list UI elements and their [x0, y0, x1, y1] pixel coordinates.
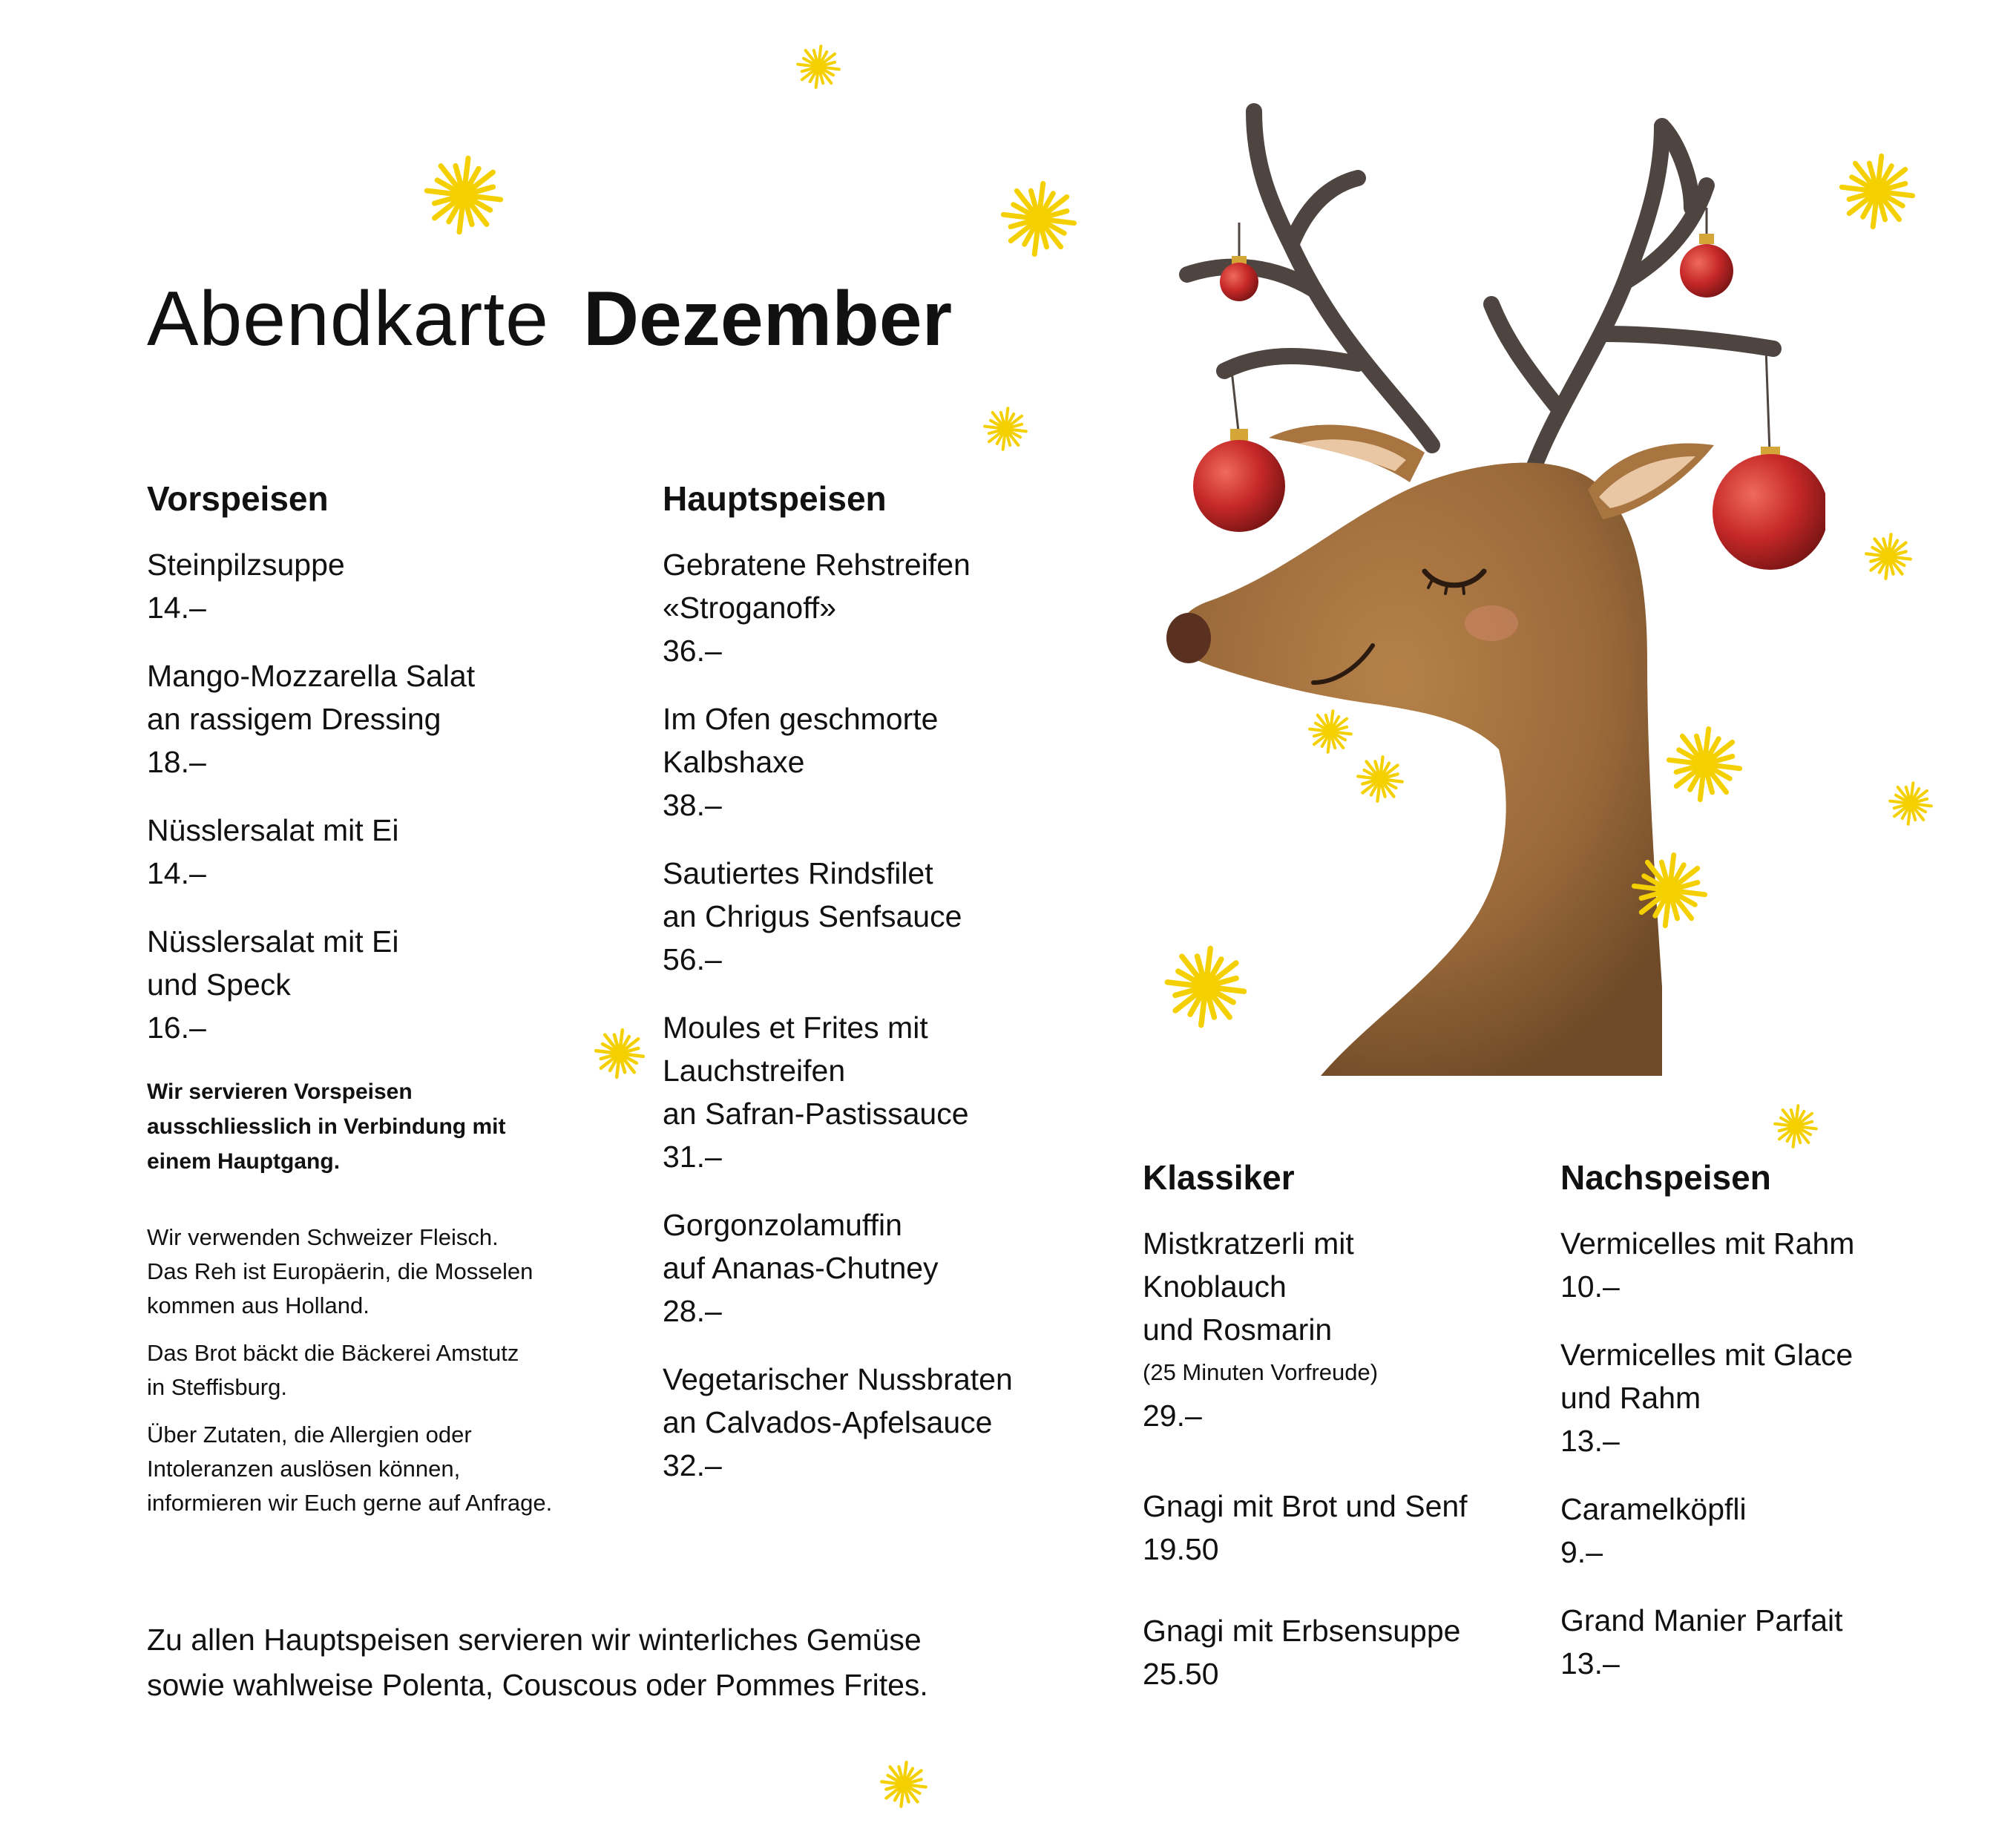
menu-item-price: 14.–: [147, 591, 206, 625]
page-title: [147, 276, 953, 362]
menu-item: [663, 1358, 1078, 1487]
star-icon: [1771, 1102, 1820, 1151]
menu-item-price: 32.–: [663, 1448, 722, 1483]
menu-item: [663, 1203, 1078, 1333]
section-heading: Nachspeisen: [1560, 1158, 1771, 1197]
star-icon: [1163, 944, 1248, 1029]
menu-item-name: Caramelköpfli: [1560, 1492, 1747, 1527]
menu-item: [1143, 1485, 1543, 1571]
menu-item-price: 16.–: [147, 1011, 206, 1045]
vorspeisen-note: Wir servieren Vorspeisen ausschliesslich in Verbindung mit einem Hauptgang.: [147, 1080, 506, 1174]
antler-right: [1491, 126, 1773, 482]
menu-item-price: 18.–: [147, 745, 206, 780]
info-paragraph: Das Brot bäckt die Bäckerei Amstutz in Steffisburg.: [147, 1340, 519, 1401]
star-icon: [981, 404, 1030, 453]
menu-item: [147, 920, 637, 1049]
footer-note: Zu allen Hauptspeisen servieren wir winterliches Gemüse sowie wahlweise Polenta, Couscous oder Pommes Frites.: [147, 1623, 928, 1702]
menu-item-name: Gebratene Rehstreifen «Stroganoff»: [663, 548, 971, 625]
menu-item-price: 14.–: [147, 856, 206, 891]
title-bold: Dezember: [582, 276, 953, 362]
star-icon: [1886, 779, 1935, 828]
menu-item-name: Im Ofen geschmorte Kalbshaxe: [663, 702, 939, 780]
menu-item-name: Nüsslersalat mit Ei: [147, 813, 399, 848]
star-icon: [423, 154, 505, 236]
info-paragraph: Über Zutaten, die Allergien oder Intoleranzen auslösen können, informieren wir Euch gerne auf Anfrage.: [147, 1422, 553, 1517]
star-icon: [1665, 725, 1744, 804]
menu-item: [663, 697, 1078, 827]
menu-item: [1143, 1222, 1543, 1437]
star-icon: [878, 1758, 930, 1810]
menu-item-name: Vermicelles mit Rahm: [1560, 1226, 1855, 1261]
star-icon: [1630, 851, 1709, 930]
menu-item-name: Vegetarischer Nussbraten an Calvados-Apfelsauce: [663, 1362, 1013, 1440]
menu-item-price: 56.–: [663, 942, 722, 977]
menu-item: [147, 654, 637, 783]
menu-item: [1560, 1333, 1961, 1462]
reindeer-illustration-icon: [1143, 96, 1825, 1091]
menu-item-name: Grand Manier Parfait: [1560, 1603, 1843, 1638]
menu-item: [663, 852, 1078, 981]
section-vorspeisen: [147, 479, 637, 1534]
menu-item: [1560, 1488, 1961, 1574]
menu-item-name: Nüsslersalat mit Ei und Speck: [147, 924, 399, 1002]
star-icon: [1306, 707, 1355, 756]
section-klassiker: [1143, 1157, 1543, 1721]
menu-item: [1560, 1599, 1961, 1685]
menu-item-price: 29.–: [1143, 1399, 1202, 1433]
menu-item-price: 36.–: [663, 634, 722, 668]
menu-item: [147, 543, 637, 629]
menu-item-price: 25.50: [1143, 1657, 1219, 1692]
reindeer-nose: [1166, 613, 1211, 663]
menu-item-name: Sautiertes Rindsfilet an Chrigus Senfsauce: [663, 856, 962, 934]
reindeer-head: [1178, 463, 1662, 1076]
menu-item: [147, 809, 637, 895]
menu-item-price: 28.–: [663, 1294, 722, 1329]
menu-item-price: 31.–: [663, 1140, 722, 1174]
section-heading: Klassiker: [1143, 1158, 1295, 1197]
menu-item-name: Gorgonzolamuffin auf Ananas-Chutney: [663, 1208, 939, 1286]
info-paragraph: Wir verwenden Schweizer Fleisch. Das Reh ist Europäerin, die Mosselen kommen aus Holland.: [147, 1224, 533, 1319]
section-nachspeisen: [1560, 1157, 1961, 1710]
menu-item-name: Gnagi mit Erbsensuppe: [1143, 1614, 1461, 1649]
menu-item-name: Mistkratzerli mit Knoblauch und Rosmarin: [1143, 1226, 1354, 1347]
menu-item-price: 19.50: [1143, 1532, 1219, 1567]
menu-item: [1143, 1609, 1543, 1695]
menu-item-name: Moules et Frites mit Lauchstreifen an Safran-Pastissauce: [663, 1011, 969, 1131]
star-icon: [1354, 753, 1406, 805]
menu-item-price: 13.–: [1560, 1424, 1620, 1459]
section-hauptspeisen: [663, 479, 1078, 1512]
menu-item-price: 13.–: [1560, 1646, 1620, 1681]
star-icon: [1862, 530, 1914, 582]
menu-item: [1560, 1222, 1961, 1308]
menu-item-note: (25 Minuten Vorfreude): [1143, 1359, 1379, 1386]
menu-item-name: Mango-Mozzarella Salat an rassigem Dressing: [147, 659, 476, 737]
menu-item-price: 10.–: [1560, 1269, 1620, 1304]
star-icon: [794, 42, 843, 91]
section-heading: Vorspeisen: [147, 479, 329, 518]
menu-item-price: 38.–: [663, 788, 722, 823]
menu-item-price: 9.–: [1560, 1535, 1603, 1570]
star-icon: [592, 1026, 647, 1081]
menu-item: [663, 543, 1078, 672]
star-icon: [999, 180, 1078, 258]
menu-item-name: Steinpilzsuppe: [147, 548, 345, 582]
menu-item: [663, 1006, 1078, 1178]
menu-item-name: Vermicelles mit Glace und Rahm: [1560, 1338, 1854, 1416]
star-icon: [1838, 152, 1917, 231]
menu-item-name: Gnagi mit Brot und Senf: [1143, 1489, 1468, 1524]
section-heading: Hauptspeisen: [663, 479, 887, 518]
title-light: Abendkarte: [147, 276, 549, 362]
